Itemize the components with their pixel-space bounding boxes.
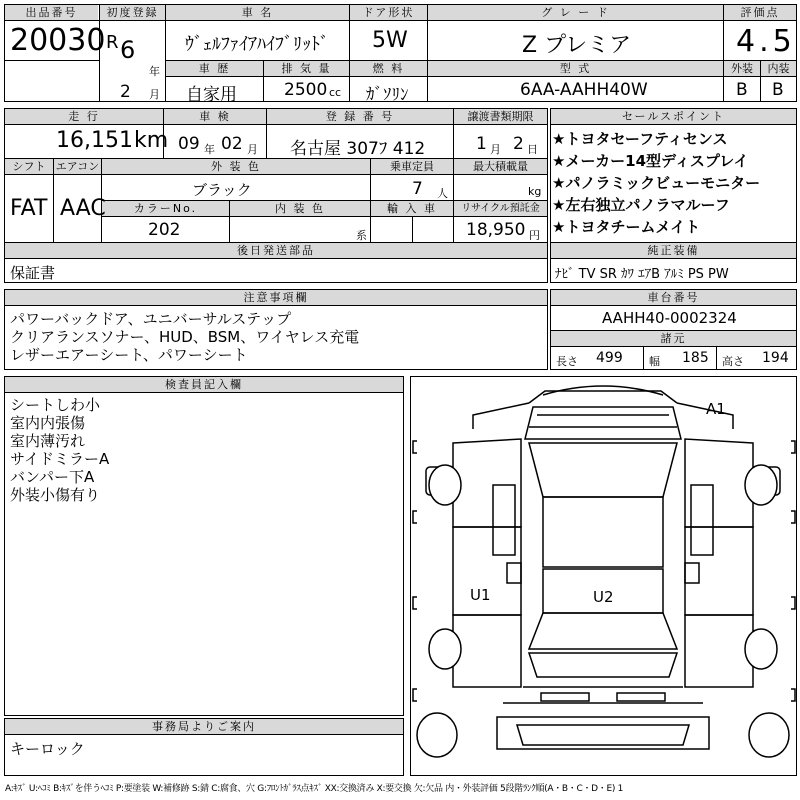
exterior-grade: B <box>736 80 748 100</box>
length-value: 499 <box>596 350 623 366</box>
history-label: 車 歴 <box>166 61 263 76</box>
month-unit: 月 <box>149 88 160 101</box>
ac-label: エアコン <box>55 160 100 173</box>
exterior-label: 外装 <box>724 61 760 76</box>
inspector-line: 室内内張傷 <box>10 414 86 432</box>
damage-mark-u1: U1 <box>470 586 491 604</box>
height-label: 高さ <box>722 355 744 368</box>
shift-label: シフト <box>5 159 53 174</box>
transfer-day: 2 <box>513 134 524 154</box>
length-label: 長さ <box>556 355 578 368</box>
score: 4.5 <box>736 24 796 59</box>
sales-point-item: ★トヨタチームメイト <box>552 218 701 236</box>
car-name-label: 車 名 <box>166 5 349 20</box>
recycle-unit: 円 <box>529 229 540 242</box>
inspector-line: バンパー下A <box>10 468 95 486</box>
fuel: ｶﾞｿﾘﾝ <box>366 85 409 105</box>
car-name: ｳﾞｪﾙﾌｧｲｱﾊｲﾌﾞﾘｯﾄﾞ <box>185 34 329 55</box>
chassis-number: AAHH40-0002324 <box>602 309 737 327</box>
color-label: 外 装 色 <box>102 159 370 174</box>
displacement: 2500 <box>284 80 328 100</box>
era-letter: R <box>106 32 119 53</box>
transfer-day-unit: 日 <box>527 143 538 156</box>
displacement-label: 排 気 量 <box>264 61 349 76</box>
color-no-label: カラーNo. <box>102 201 229 216</box>
capacity-unit: 人 <box>437 187 448 200</box>
capacity-label: 乗車定員 <box>371 159 453 174</box>
sales-points-label: セールスポイント <box>551 109 796 124</box>
displacement-unit: cc <box>329 86 342 99</box>
interior-color-label: 内 装 色 <box>230 201 370 216</box>
inspector-label: 検査員記入欄 <box>5 377 403 392</box>
lot-no-label: 出品番号 <box>5 5 98 20</box>
model-label: 型 式 <box>428 61 723 76</box>
model-code: 6AA-AAHH40W <box>520 80 648 100</box>
inspection-year: 09 <box>178 134 200 154</box>
height-value: 194 <box>762 350 789 366</box>
note-line: レザーエアーシート、パワーシート <box>10 346 248 364</box>
notes-label: 注意事項欄 <box>5 290 547 305</box>
year-unit: 年 <box>149 65 160 78</box>
legend-text: A:ｷｽﾞ U:ﾍｺﾐ B:ｷｽﾞを伴うﾍｺﾐ P:要塗装 W:補修跡 S:錆 C:腐食、穴 G:ﾌﾛﾝﾄｶﾞﾗｽ点ｷｽﾞ XX:交換済み X:要交換 欠:欠品 内・外装評価 5段階ﾗﾝｸ順(A・B・C・D・E) 1 <box>5 784 624 794</box>
inspector-line: シートしわ小 <box>10 396 101 414</box>
reg-no-label: 登 録 番 号 <box>267 109 453 124</box>
chassis-label: 車台番号 <box>551 290 796 305</box>
door-type: 5W <box>372 28 408 53</box>
body-color: ブラック <box>192 181 252 199</box>
inspection-month-unit: 月 <box>247 143 258 156</box>
interior-color-unit: 系 <box>356 229 367 242</box>
office-label: 事務局よりご案内 <box>5 719 403 734</box>
recycle-deposit: 18,950 <box>466 220 526 240</box>
car-damage-diagram <box>411 377 796 775</box>
mileage-unit: km <box>134 128 169 153</box>
note-line: パワーバックドア、ユニバーサルステップ <box>10 310 292 328</box>
color-number: 202 <box>148 220 181 240</box>
first-reg-label: 初度登録 <box>100 5 165 20</box>
sales-point-item: ★トヨタセーフティセンス <box>552 130 728 148</box>
load-label: 最大積載量 <box>454 159 547 174</box>
sales-point-item: ★パノラミックビューモニター <box>552 174 761 192</box>
import-label: 輸 入 車 <box>371 201 453 216</box>
equipment-label: 純正装備 <box>551 243 796 258</box>
air-conditioner: AAC <box>60 196 106 221</box>
transfer-label: 譲渡書類期限 <box>454 109 547 124</box>
width-value: 185 <box>682 350 709 366</box>
sales-point-item: ★左右独立パノラマルーフ <box>552 196 730 214</box>
sales-points-list <box>552 128 796 238</box>
damage-mark-u2: U2 <box>593 588 614 606</box>
inspection-label: 車 検 <box>164 109 266 124</box>
note-line: クリアランスソナー、HUD、BSM、ワイヤレス充電 <box>10 328 360 346</box>
load-unit: kg <box>528 185 542 198</box>
inspection-month: 02 <box>221 134 243 154</box>
door-label: ドア形状 <box>350 5 427 20</box>
grade-label: グ レ ー ド <box>428 5 723 20</box>
mileage-label: 走 行 <box>5 109 163 124</box>
fuel-label: 燃 料 <box>350 61 427 76</box>
sales-point-item: ★メーカー14型ディスプレイ <box>552 152 749 170</box>
reg-year: 6 <box>120 36 136 64</box>
inspector-list <box>10 396 109 504</box>
office-value: キーロック <box>10 740 85 758</box>
damage-mark-a1: A1 <box>706 400 726 418</box>
mileage: 16,151 <box>56 128 133 153</box>
inspection-year-unit: 年 <box>204 143 215 156</box>
interior-grade: B <box>772 80 784 100</box>
transfer-month: 1 <box>476 134 487 154</box>
equipment-value: ﾅﾋﾞ TV SR ｶﾜ ｴｱB ｱﾙﾐ PS PW <box>555 267 729 282</box>
shift: FAT <box>10 196 48 221</box>
later-parts-value: 保証書 <box>10 264 56 282</box>
dims-label: 諸元 <box>551 331 796 346</box>
recycle-label: リサイクル預託金 <box>454 201 547 216</box>
lot-number: 20030 <box>10 23 106 58</box>
interior-label: 内装 <box>761 61 796 76</box>
inspector-line: サイドミラーA <box>10 450 110 468</box>
registration-number: 名古屋 307ﾌ 412 <box>290 139 426 159</box>
inspector-line: 外装小傷有り <box>10 486 101 504</box>
transfer-month-unit: 月 <box>490 143 501 156</box>
inspector-line: 室内薄汚れ <box>10 432 86 450</box>
notes-list <box>10 310 359 364</box>
history: 自家用 <box>186 85 237 105</box>
reg-month: 2 <box>120 82 131 102</box>
grade: Z プレミア <box>522 33 632 58</box>
score-label: 評価点 <box>724 5 796 20</box>
later-parts-label: 後日発送部品 <box>5 243 547 258</box>
capacity: 7 <box>412 179 423 199</box>
width-label: 幅 <box>649 355 660 368</box>
